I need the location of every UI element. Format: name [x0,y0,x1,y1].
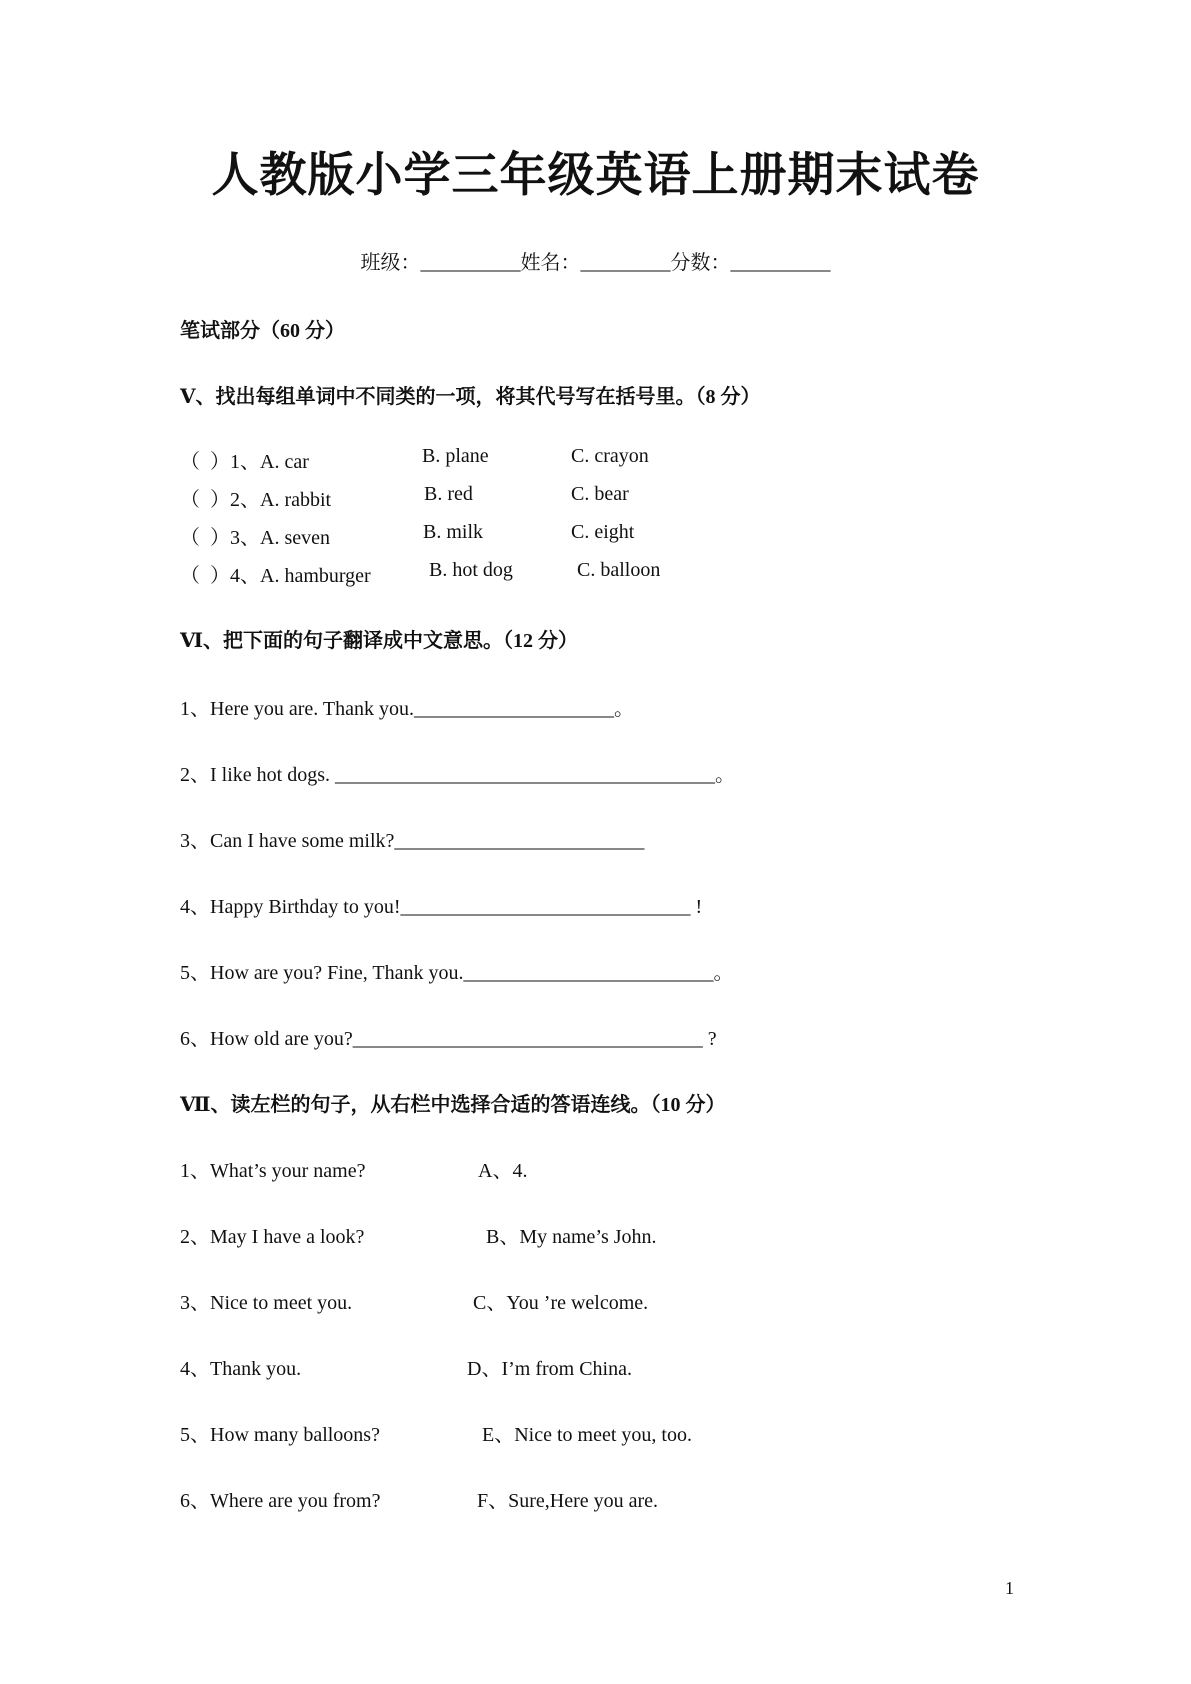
section5-heading: Ⅴ、找出每组单词中不同类的一项，将其代号写在括号里。（8 分） [180,386,761,408]
question-item: 4、Thank you. [180,1358,302,1380]
translation-item: 6、How old are you?___________________________________ ? [180,1028,717,1050]
answer-item: E、Nice to meet you, too. [482,1424,692,1446]
section5-item-num: （ ）3、A. seven [180,527,330,549]
answer-item: F、Sure,Here you are. [477,1490,659,1512]
written-part-label: 笔试部分（60 分） [180,320,345,342]
question-item: 6、Where are you from? [180,1490,381,1512]
section6-heading: Ⅵ、把下面的句子翻译成中文意思。（12 分） [180,630,578,652]
section5-option-c: C. bear [571,483,629,505]
section5-option-b: B. hot dog [429,559,513,581]
section5-option-c: C. eight [571,521,635,543]
question-item: 3、Nice to meet you. [180,1292,353,1314]
section5-item-num: （ ）2、A. rabbit [180,489,332,511]
translation-item: 5、How are you? Fine, Thank you._________________________。 [180,962,734,984]
answer-item: C、You ’re welcome. [473,1292,649,1314]
answer-item: B、My name’s John. [486,1226,657,1248]
answer-item: D、I’m from China. [467,1358,632,1380]
page-number: 1 [1005,1578,1014,1598]
section5-option-b: B. milk [423,521,484,543]
section5-option-b: B. red [424,483,473,505]
translation-item: 2、I like hot dogs. ______________________________________。 [180,764,735,786]
student-info-line: 班级：__________姓名：_________分数：__________ [360,252,831,274]
answer-item: A、4. [478,1160,528,1182]
section5-option-b: B. plane [422,445,489,467]
translation-item: 4、Happy Birthday to you!_____________________________ ! [180,896,703,918]
section7-heading: Ⅶ、读左栏的句子，从右栏中选择合适的答语连线。（10 分） [180,1094,726,1116]
section5-item-num: （ ）1、A. car [180,451,309,473]
section5-item-num: （ ）4、A. hamburger [180,565,371,587]
page-title: 人教版小学三年级英语上册期末试卷 [211,148,980,203]
section5-option-c: C. crayon [571,445,649,467]
question-item: 2、May I have a look? [180,1226,365,1248]
translation-item: 3、Can I have some milk?_________________________ [180,830,645,852]
question-item: 1、What’s your name? [180,1160,366,1182]
question-item: 5、How many balloons? [180,1424,380,1446]
translation-item: 1、Here you are. Thank you.____________________。 [180,698,635,720]
section5-option-c: C. balloon [577,559,661,581]
